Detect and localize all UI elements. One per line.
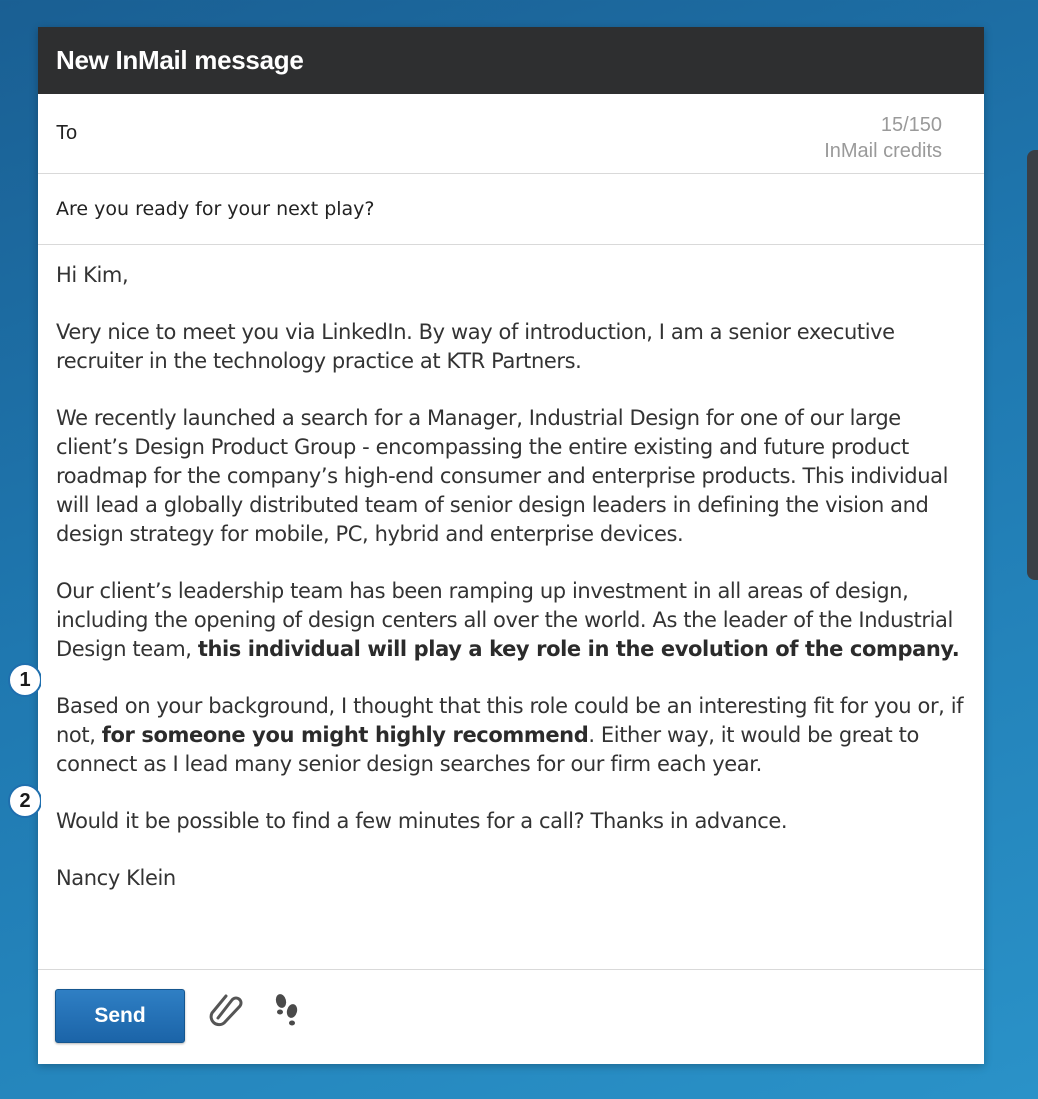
footsteps-icon[interactable]	[271, 992, 303, 1035]
background-panel-edge	[1027, 150, 1038, 580]
credits-label: InMail credits	[824, 140, 942, 162]
to-label: To	[56, 122, 78, 144]
subject-row	[38, 174, 984, 245]
message-body[interactable]	[38, 245, 984, 970]
window-title: New InMail message	[38, 27, 984, 94]
annotation-marker-1: 1	[8, 663, 42, 697]
compose-footer	[38, 970, 984, 1060]
inmail-credits	[824, 112, 942, 164]
message-paragraph-5: Would it be possible to find a few minutes for a call? Thanks in advance.	[56, 809, 788, 833]
message-paragraph-3	[56, 577, 964, 664]
credits-count: 15/150	[880, 114, 942, 136]
message-paragraph-1: Very nice to meet you via LinkedIn. By way of introduction, I am a senior executive recruiter in the technology practice at KTR Partners.	[56, 320, 895, 373]
message-signature: Nancy Klein	[56, 866, 176, 890]
message-paragraph-4	[56, 692, 964, 779]
annotation-arrow-1	[41, 672, 51, 688]
subject-input[interactable]	[56, 198, 936, 220]
recipient-row[interactable]	[38, 94, 984, 174]
message-paragraph-2: We recently launched a search for a Manager, Industrial Design for one of our large client’s Design Product Group - encompassing the entire existing and future product roadmap for the company’s high-end consumer and enterprise products. This individual will lead a globally distributed team of senior design leaders in defining the vision and design strategy for mobile, PC, hybrid and enterprise devices.	[56, 406, 949, 546]
paperclip-icon[interactable]	[208, 990, 244, 1033]
annotation-marker-2: 2	[8, 784, 42, 818]
paragraph-4-text-a: Based on your background, I thought that this role could be an interesting fit for you or, if not,	[56, 694, 964, 747]
message-greeting: Hi Kim,	[56, 263, 129, 287]
paragraph-3-text: Our client’s leadership team has been ramping up investment in all areas of design, including the opening of design centers all over the world. As the leader of the Industrial Design team,	[56, 579, 953, 661]
inmail-compose-window	[38, 27, 984, 1064]
annotation-arrow-2	[41, 793, 51, 809]
paragraph-4-emphasis: for someone you might highly recommend	[101, 723, 589, 747]
paragraph-4-text-b: . Either way, it would be great to connect as I lead many senior design searches for our firm each year.	[56, 723, 919, 776]
send-button[interactable]: Send	[55, 989, 185, 1043]
paragraph-3-emphasis: this individual will play a key role in the evolution of the company.	[197, 637, 960, 661]
